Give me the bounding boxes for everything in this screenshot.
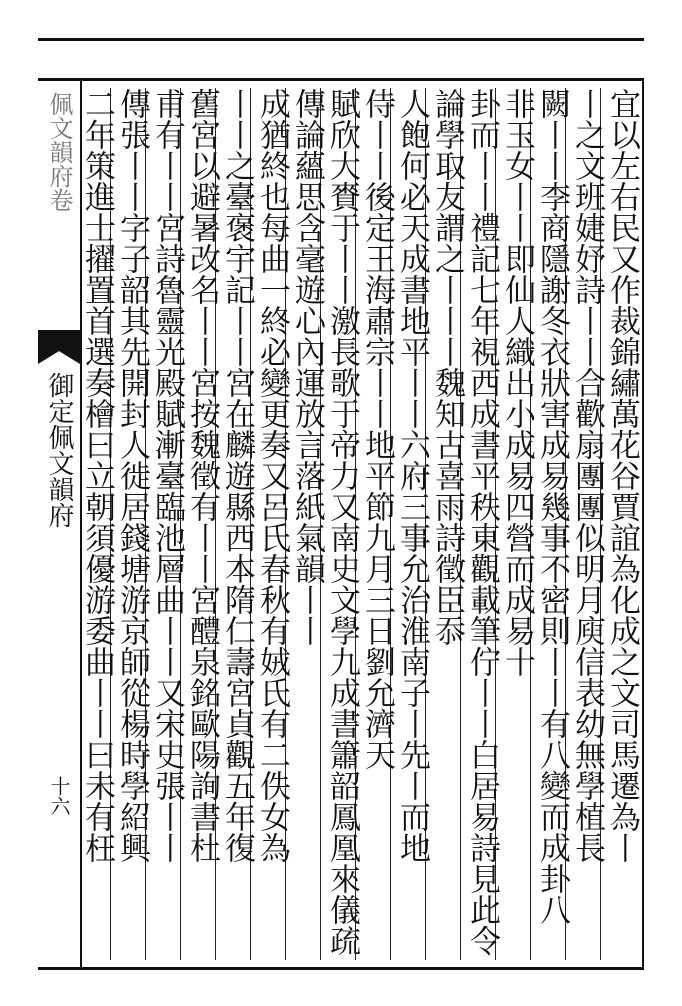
text-column: 傳張丨丨字子韶其先開封人徙居錢塘游京師從楊時學紹興 [114, 88, 150, 863]
text-column: 傳論蘊思含毫遊心內運放言落紙氣韻丨丨 [289, 88, 325, 646]
text-column: 丨丨之臺褒宇記丨丨宮在麟遊縣西本隋仁壽宮貞觀五年復 [219, 88, 255, 863]
text-column: 人飽何必天成書地平丨丨六府三事允治淮南子丨先丨而地 [394, 88, 430, 863]
text-column: 侍丨丨後定王海肅宗丨丨地平節九月三日劉允濟天 [359, 88, 395, 770]
text-column: 卦而丨丨禮記七年視西成書平秩東觀載筆佇丨丨白居易詩見此令 [464, 88, 500, 956]
text-column: 論學取友謂之丨丨丨魏知古喜雨詩徵臣忝 [429, 88, 465, 646]
text-column: 闕丨丨李商隱謝冬衣狀害成易幾事不密則丨丨有八變而成卦八 [534, 88, 570, 925]
text-column: 丨之文班婕妤詩丨丨合歡扇團團似明月庾信表幼無學植長 [569, 88, 605, 863]
margin-faint-header: 佩文韻府卷 [45, 92, 73, 212]
text-column: 非玉女丨丨即仙人織出小成易四營而成易十 [499, 88, 535, 677]
text-column: 賦欣大賚于丨丨激長歌于帝力又南史文學九成書簫韶鳳凰來儀疏 [324, 88, 360, 956]
top-rule [38, 38, 644, 41]
text-column: 二年策進士擢置首選奏檜曰立朝須優游委曲丨丨曰未有枉 [79, 88, 115, 863]
text-column: 甫有丨丨宮詩魯靈光殿賦漸臺臨池層曲丨丨又宋史張丨丨 [149, 88, 185, 863]
text-column: 宜以左右民又作裁錦繡萬花谷賈誼為化成之文司馬遷為丨 [604, 88, 640, 863]
frame-right-edge [642, 78, 644, 970]
text-column: 成猶終也每曲一終必變更奏又呂氏春秋有娀氏有二佚女為 [254, 88, 290, 863]
page-number: 十六 [47, 776, 71, 816]
text-column: 舊宮以避暑改名丨丨宮按魏徵有丨丨宮醴泉銘歐陽詢書杜 [184, 88, 220, 863]
margin-book-title: 御定佩文韻府 [44, 372, 74, 528]
text-columns [79, 88, 642, 960]
